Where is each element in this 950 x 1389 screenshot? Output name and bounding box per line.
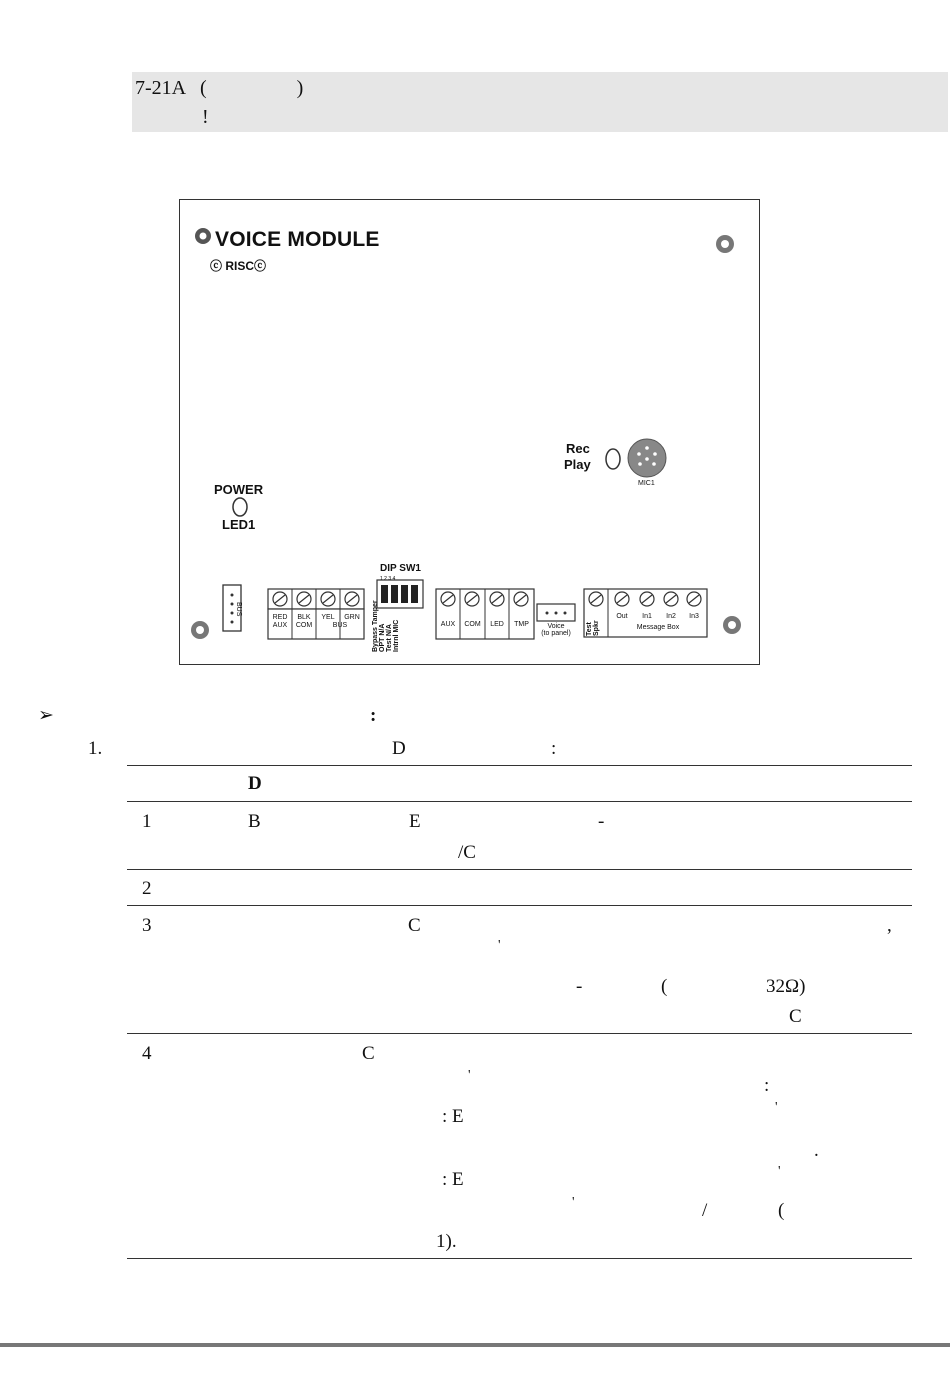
row-fragment: (	[778, 1200, 785, 1221]
table-rule	[127, 905, 912, 906]
dip-name-4: Intrnl MIC	[393, 619, 400, 652]
power-label: POWER	[214, 482, 264, 497]
table-header: D	[248, 773, 262, 794]
dip-name-1: Bypass Tamper	[372, 600, 379, 652]
terminal-label: In2	[666, 613, 676, 620]
note-line-2: !	[202, 106, 209, 128]
voice-connector-icon	[537, 604, 575, 621]
dip-name-2: OPT N/A	[379, 623, 386, 652]
terminal-label	[316, 614, 340, 622]
terminal-label-top: BLK	[297, 614, 311, 621]
terminal-label: LED	[490, 621, 504, 628]
terminal-label	[292, 614, 316, 630]
bus-label: BUS	[235, 602, 242, 617]
terminal-label-bottom: AUX	[272, 622, 288, 629]
terminal-label: Out	[616, 613, 628, 620]
row-fragment: ,	[887, 915, 892, 936]
dip-switch-names	[372, 592, 400, 652]
row-fragment: '	[498, 938, 501, 953]
terminal-block-aux	[436, 589, 534, 639]
row-fragment: : E	[442, 1169, 464, 1190]
row-fragment: '	[572, 1195, 575, 1210]
voice-sub-label: (to panel)	[541, 630, 571, 637]
table-rule	[127, 1033, 912, 1034]
row-number: 4	[142, 1043, 152, 1064]
table-rule	[127, 801, 912, 802]
brand-logo: ⓒ RISCⓒ	[210, 259, 267, 273]
bullet-arrow-icon: ➢	[38, 705, 54, 726]
power-led-icon	[233, 498, 247, 516]
row-fragment: '	[468, 1068, 471, 1083]
message-box-label: Message Box	[636, 624, 680, 631]
terminal-label: AUX	[440, 621, 456, 628]
step-number: 1.	[88, 738, 103, 759]
voice-label: Voice	[547, 623, 565, 630]
row-fragment: :	[764, 1075, 770, 1096]
terminal-label-bottom: COM	[295, 622, 313, 629]
dip-name-3: Test N/A	[386, 624, 393, 652]
mounting-hole-icon	[716, 235, 734, 253]
row-fragment: '	[778, 1164, 781, 1179]
step-d: D	[392, 738, 406, 759]
row-number: 1	[142, 811, 152, 832]
terminal-label-top: GRN	[344, 614, 360, 621]
module-title: VOICE MODULE	[215, 228, 380, 251]
terminal-label: In1	[642, 613, 652, 620]
rec-label: Rec	[566, 441, 590, 456]
row-fragment: /	[702, 1200, 708, 1221]
row-fragment: .	[814, 1140, 819, 1161]
svg-text:1 2 3 4: 1 2 3 4	[380, 576, 396, 582]
row-fragment: -	[598, 811, 605, 832]
row-fragment: 1).	[436, 1231, 457, 1252]
row-fragment: /C	[458, 842, 476, 863]
mic-label: MIC1	[638, 480, 655, 487]
table-rule	[127, 765, 912, 766]
microphone-icon	[628, 439, 666, 477]
dip-switch-label: DIP SW1	[380, 563, 421, 574]
terminal-label: In3	[689, 613, 699, 620]
mounting-hole-icon	[191, 621, 209, 639]
terminal-label: COM	[464, 621, 481, 628]
led1-label: LED1	[222, 517, 256, 532]
row-fragment: E	[409, 811, 421, 832]
terminal-label: TMP	[514, 621, 529, 628]
terminal-label	[268, 614, 292, 630]
voice-connector-label	[535, 623, 577, 637]
row-fragment: C	[408, 915, 421, 936]
test-speaker-label: Test Spkr	[586, 620, 600, 636]
terminal-label-bus: BUS	[332, 622, 348, 629]
board-diagram	[180, 200, 759, 664]
footer-rule	[0, 1343, 950, 1347]
terminal-label-top: RED	[272, 614, 288, 621]
table-rule	[127, 869, 912, 870]
step-colon: :	[551, 738, 557, 759]
row-number: 3	[142, 915, 152, 936]
row-fragment: : E	[442, 1106, 464, 1127]
note-line-1: 7-21A ( )	[135, 77, 304, 99]
terminal-label	[340, 614, 364, 622]
row-fragment: '	[775, 1100, 778, 1115]
voice-module-board	[179, 199, 760, 665]
row-fragment: C	[789, 1006, 802, 1027]
terminal-label-top: YEL	[321, 614, 335, 621]
mounting-hole-icon	[195, 228, 211, 244]
row-fragment: 32Ω)	[766, 976, 806, 997]
play-label: Play	[564, 457, 591, 472]
row-fragment: (	[661, 976, 668, 997]
row-number: 2	[142, 878, 152, 899]
rec-play-button-icon	[606, 449, 620, 469]
row-fragment: B	[248, 811, 261, 832]
row-fragment: -	[576, 976, 583, 997]
row-fragment: C	[362, 1043, 375, 1064]
table-rule	[127, 1258, 912, 1259]
mounting-hole-icon	[723, 616, 741, 634]
section-colon: :	[370, 705, 377, 726]
